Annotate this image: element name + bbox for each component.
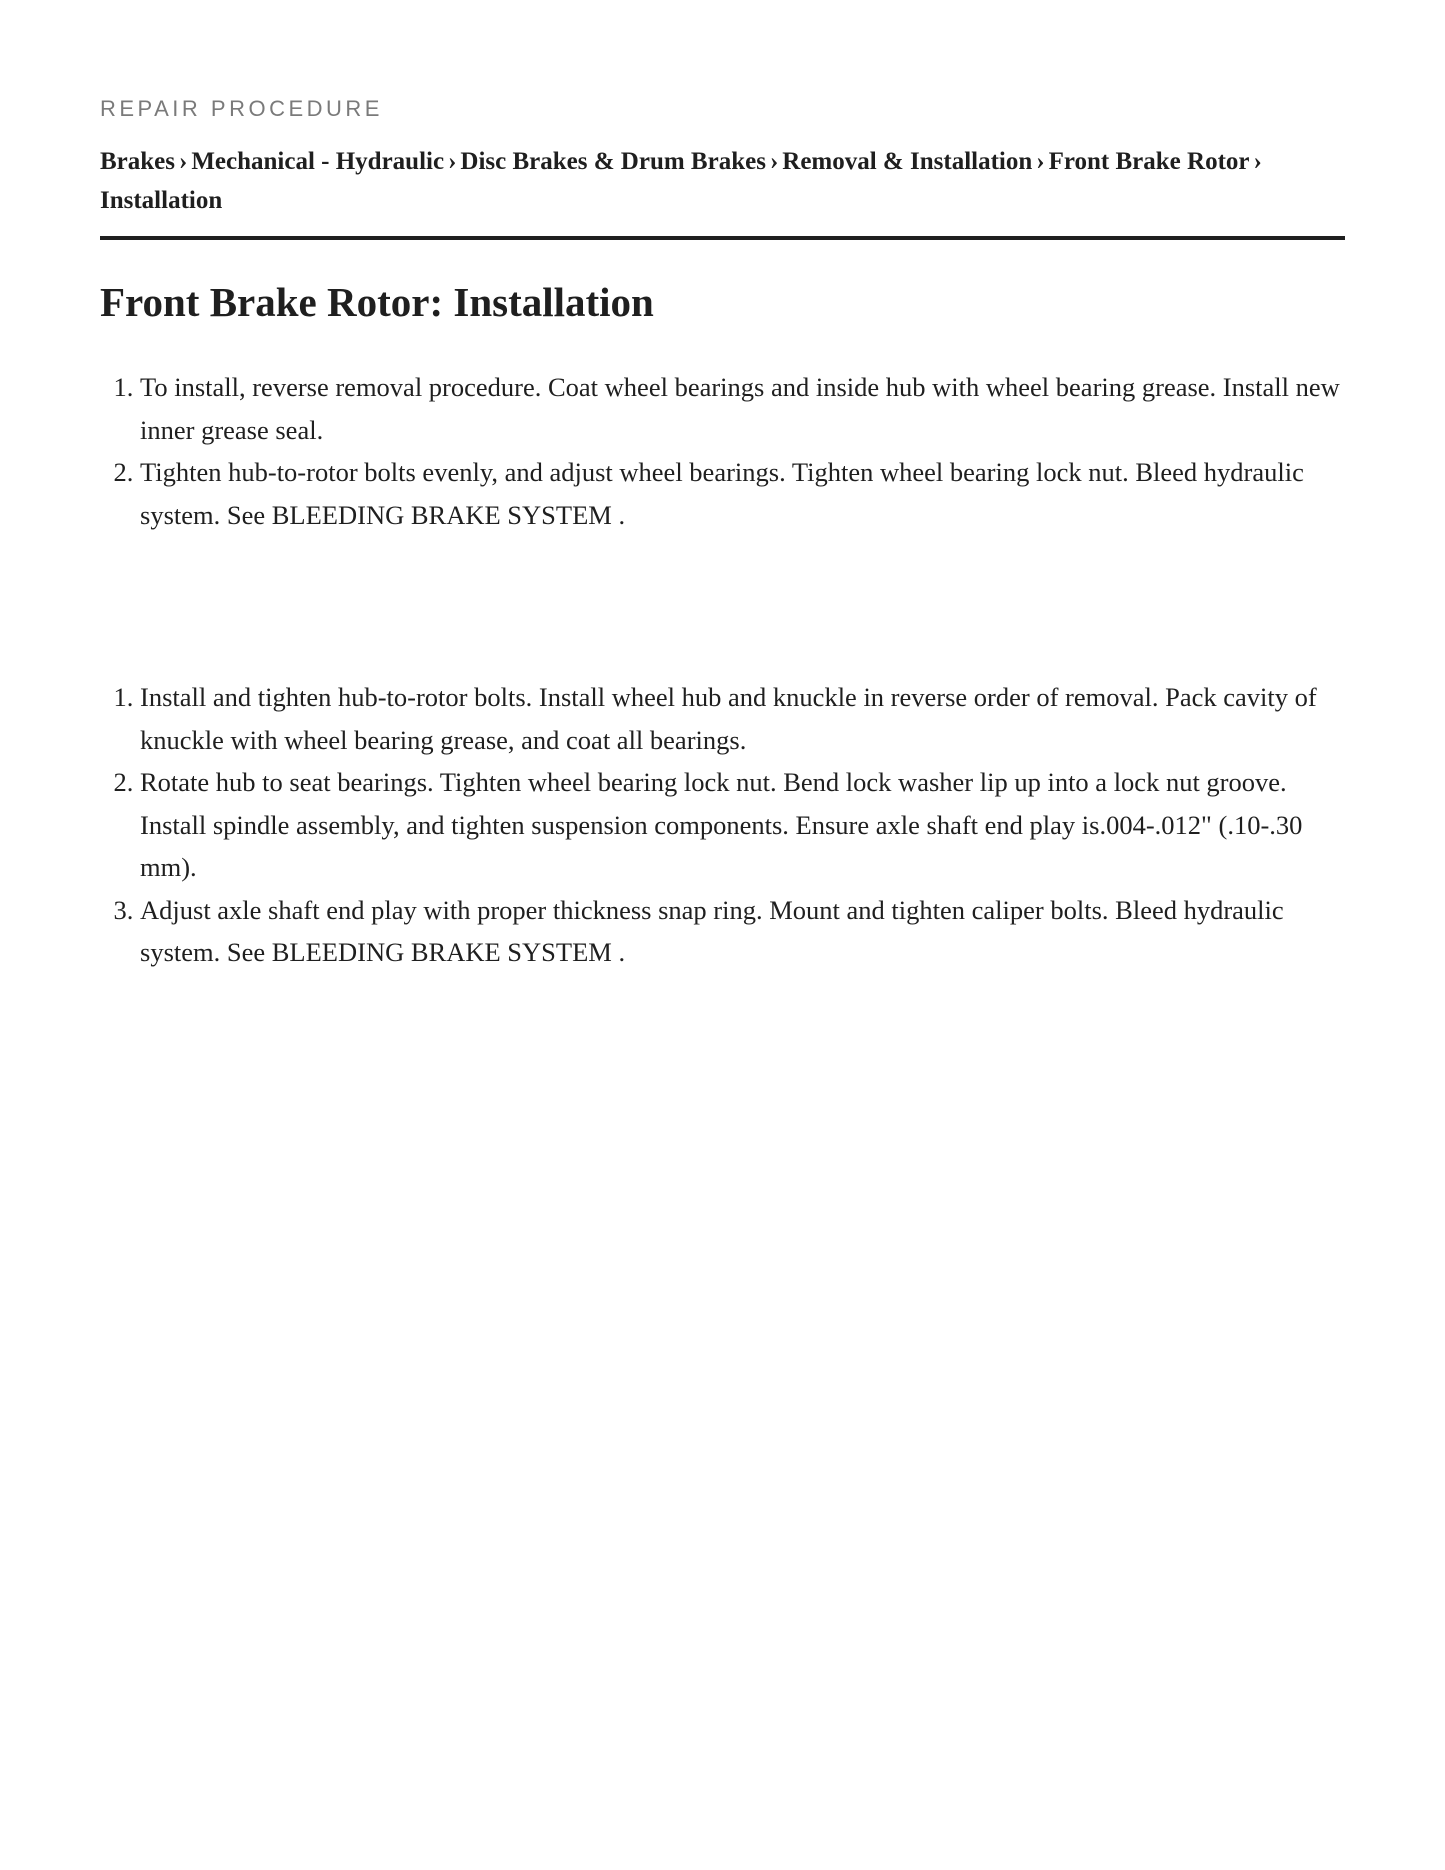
breadcrumb-separator: › [769,148,779,175]
procedure-step: 2. Tighten hub-to-rotor bolts evenly, and adjust wheel bearings. Tighten wheel bearing lock nut. Bleed hydraulic system. See BLEEDING BRAKE SYSTEM . [140,451,1345,536]
breadcrumb-item[interactable]: Disc Brakes & Drum Brakes [460,148,766,175]
breadcrumb-separator: › [1036,148,1045,175]
breadcrumb-separator: › [448,148,457,175]
procedure-step: 2. Rotate hub to seat bearings. Tighten wheel bearing lock nut. Bend lock washer lip up into a lock nut groove. Install spindle assembly, and tighten suspension components. Ensure axle shaft end play is.004-.012" (.10-.30 mm). [140,761,1345,889]
page-title: Front Brake Rotor: Installation [100,279,654,325]
section-eyebrow: REPAIR PROCEDURE [100,96,383,121]
header-divider [100,236,1345,240]
section-spacer [100,536,1345,676]
procedure-step: 1. To install, reverse removal procedure. Coat wheel bearings and inside hub with wheel bearing grease. Install new inner grease seal. [140,366,1345,451]
breadcrumb [100,142,1345,220]
breadcrumb-item[interactable]: Removal & Installation [782,148,1033,175]
breadcrumb-item[interactable]: Mechanical - Hydraulic [191,148,445,175]
breadcrumb-item[interactable]: Front Brake Rotor [1048,148,1250,175]
breadcrumb-item[interactable]: Brakes [100,148,175,175]
breadcrumb-separator: › [1253,148,1262,175]
procedure-step: 1. Install and tighten hub-to-rotor bolts. Install wheel hub and knuckle in reverse order of removal. Pack cavity of knuckle with wheel bearing grease, and coat all bearings. [140,676,1345,761]
procedure-list-2 [100,676,1345,974]
procedure-step: 3. Adjust axle shaft end play with proper thickness snap ring. Mount and tighten caliper bolts. Bleed hydraulic system. See BLEEDING BRAKE SYSTEM . [140,889,1345,974]
procedure-list-1 [100,366,1345,536]
breadcrumb-item-current: Installation [100,187,223,214]
breadcrumb-separator: › [179,148,188,175]
